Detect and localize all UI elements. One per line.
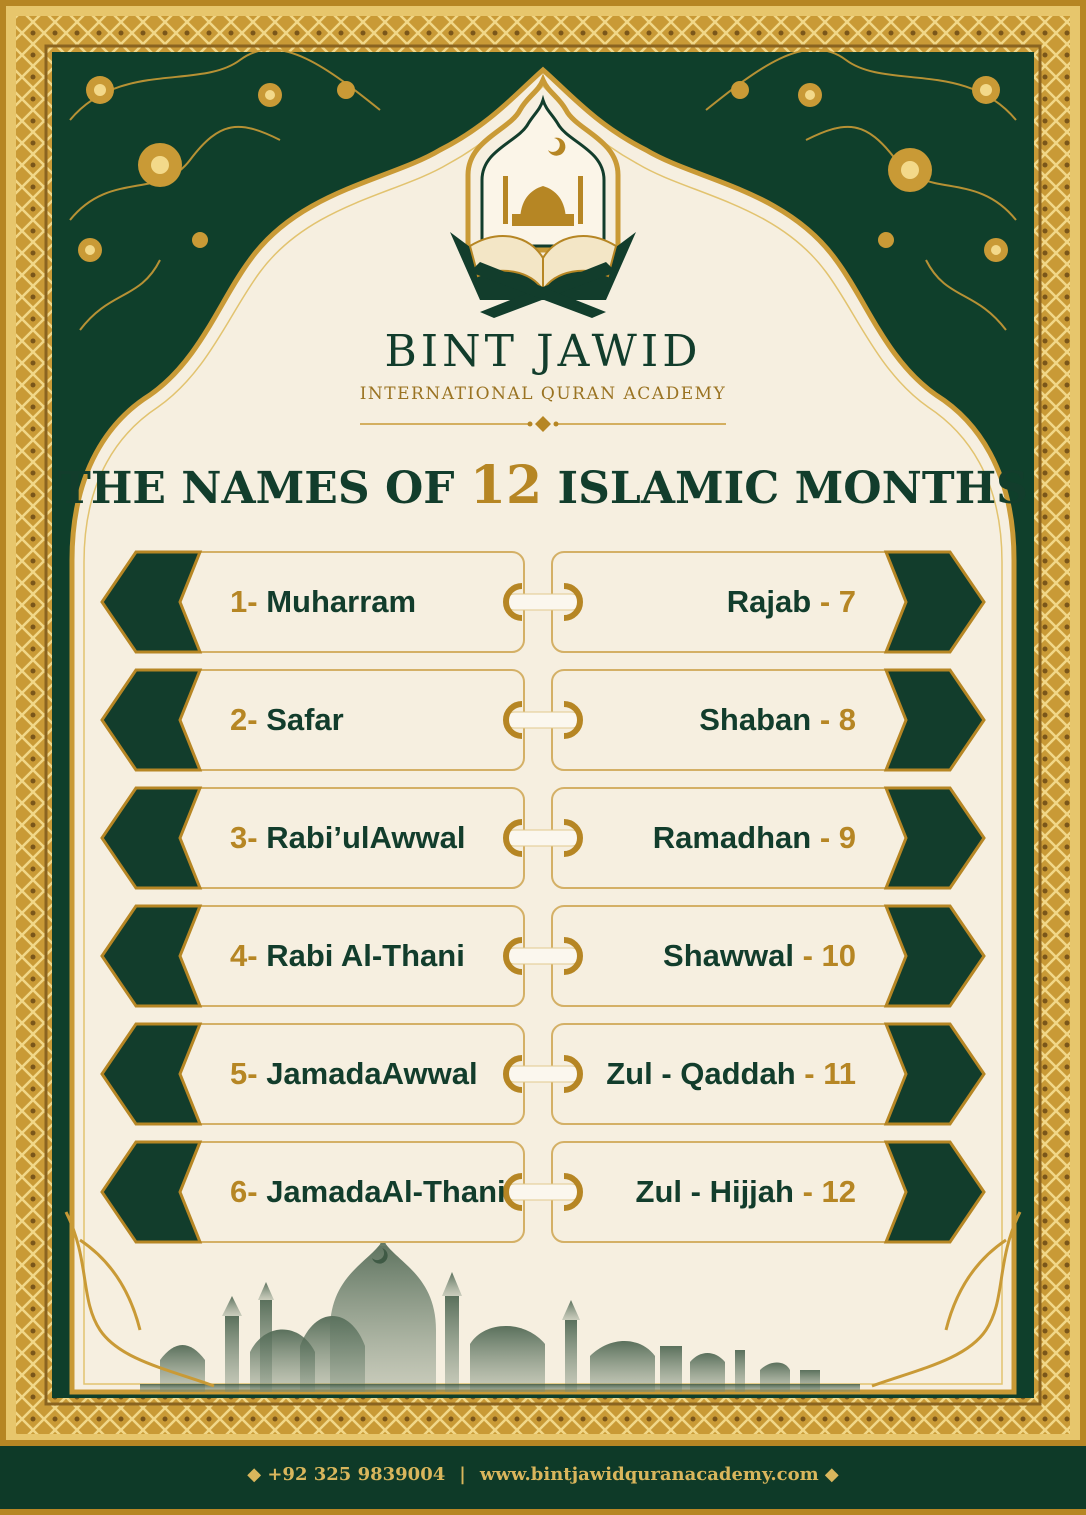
month-label-left xyxy=(230,1142,506,1242)
month-label-right xyxy=(590,670,856,770)
month-name: Rajab xyxy=(726,584,812,619)
month-label-right xyxy=(590,552,856,652)
month-number: 6- xyxy=(230,1174,267,1209)
connector-link xyxy=(508,1066,578,1082)
footer-ornament-right: ◆ xyxy=(824,1464,839,1485)
month-number: 4- xyxy=(230,938,267,973)
month-number: 3- xyxy=(230,820,267,855)
title-prefix: THE NAMES OF xyxy=(58,463,470,514)
month-number: - 12 xyxy=(793,1174,856,1209)
connector-link xyxy=(508,1184,578,1200)
month-number: - 11 xyxy=(795,1056,856,1091)
month-number: - 10 xyxy=(793,938,856,973)
month-name: Muharram xyxy=(266,584,417,619)
month-name: JamadaAl-Thani xyxy=(266,1174,506,1209)
month-label-right xyxy=(590,906,856,1006)
footer-website[interactable]: www.bintjawidquranacademy.com xyxy=(479,1464,819,1485)
connector-link xyxy=(508,948,578,964)
title-number: 12 xyxy=(469,455,543,516)
month-name: Zul - Hijjah xyxy=(635,1174,794,1209)
month-name: Shaban xyxy=(699,702,812,737)
connector-link xyxy=(508,712,578,728)
footer-contact xyxy=(0,1455,1086,1495)
month-number: 2- xyxy=(230,702,267,737)
month-number: 1- xyxy=(230,584,267,619)
connector-link xyxy=(508,830,578,846)
page-title xyxy=(0,455,1086,516)
connector-link xyxy=(508,594,578,610)
month-name: Shawwal xyxy=(663,938,794,973)
month-name: Rabi Al-Thani xyxy=(266,938,465,973)
academy-name: BINT JAWID xyxy=(384,326,702,377)
footer-phone[interactable]: +92 325 9839004 xyxy=(267,1464,446,1485)
month-label-left xyxy=(230,906,492,1006)
month-number: - 8 xyxy=(811,702,856,737)
title-suffix: ISLAMIC MONTHS xyxy=(542,463,1028,514)
month-number: - 7 xyxy=(811,584,856,619)
month-name: Zul - Qaddah xyxy=(606,1056,796,1091)
month-name: Ramadhan xyxy=(652,820,812,855)
month-label-left xyxy=(230,788,492,888)
month-label-right xyxy=(590,1142,856,1242)
month-label-left xyxy=(230,1024,492,1124)
footer-separator: | xyxy=(459,1464,466,1485)
month-label-left xyxy=(230,670,492,770)
month-name: Rabi’ulAwwal xyxy=(266,820,466,855)
month-name: Safar xyxy=(266,702,344,737)
month-number: 5- xyxy=(230,1056,267,1091)
footer-ornament-left: ◆ xyxy=(247,1464,262,1485)
month-label-left xyxy=(230,552,492,652)
month-label-right xyxy=(590,788,856,888)
month-number: - 9 xyxy=(811,820,856,855)
month-name: JamadaAwwal xyxy=(266,1056,478,1091)
month-label-right xyxy=(590,1024,856,1124)
academy-tagline: INTERNATIONAL QURAN ACADEMY xyxy=(359,384,727,404)
